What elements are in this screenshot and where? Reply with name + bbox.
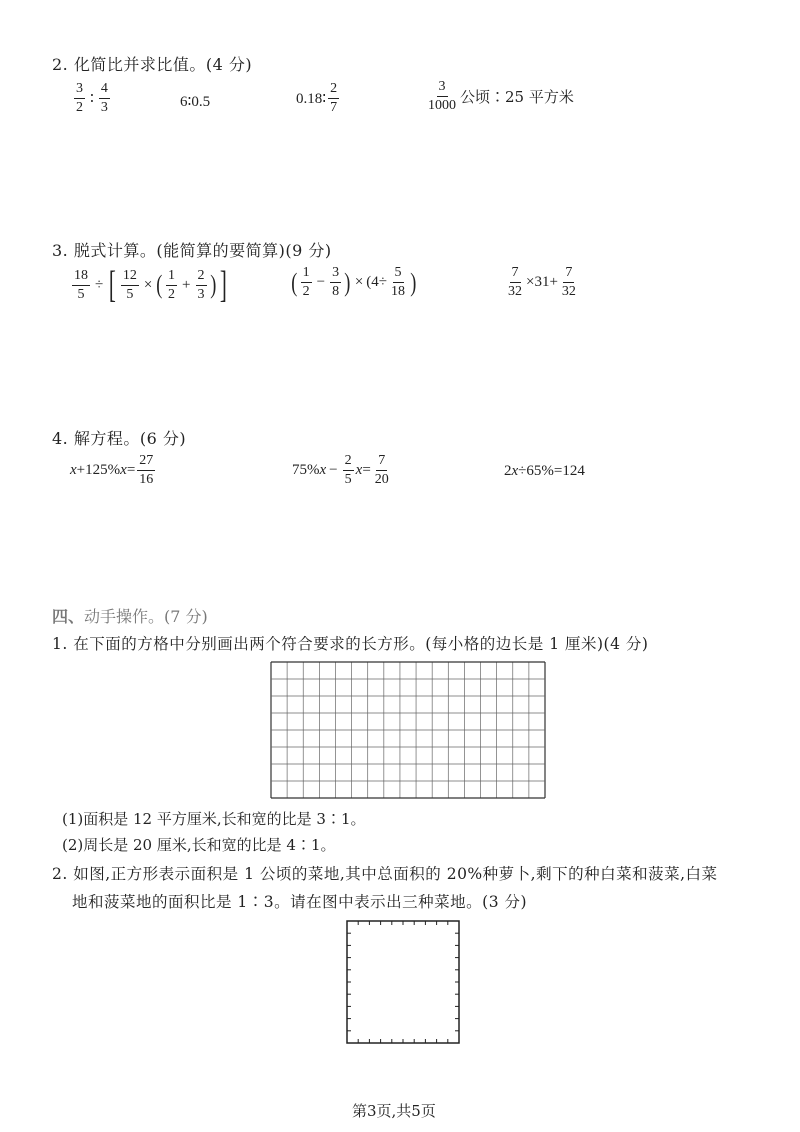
q2-expression-3: 0.18∶ $\frac{2}{7}$: [296, 81, 338, 115]
fraction: $\frac{3}{1000}$: [428, 79, 456, 113]
s4-q2-line-2: 地和菠菜地的面积比是 1∶3。请在图中表示出三种菜地。(3 分): [72, 893, 528, 911]
q4-equation-2: 75% x − $\frac{2}{5}$ x = $\frac{7}{20}$: [292, 453, 389, 487]
fraction: $\frac{2}{7}$: [330, 81, 338, 115]
fraction: $\frac{1}{2}$: [302, 265, 310, 299]
square-grid[interactable]: [270, 660, 546, 800]
fraction: $\frac{7}{32}$: [561, 265, 576, 299]
square-outline: [347, 921, 459, 1043]
q2-title: 2. 化简比并求比值。(4 分): [52, 55, 253, 74]
q4-equation-1: x +125% x = $\frac{27}{16}$: [70, 453, 154, 487]
fraction: $\frac{7}{32}$: [508, 265, 522, 299]
q4-equation-3: 2 x ÷65%=124: [504, 463, 585, 479]
fraction: $\frac{2}{5}$: [344, 453, 352, 487]
s4-q1-item-1: (1)面积是 12 平方厘米,长和宽的比是 3∶1。: [62, 810, 366, 828]
vegetable-plot-square[interactable]: [342, 916, 464, 1048]
fraction: $\frac{5}{18}$: [391, 265, 406, 299]
s4-q2-line-1: 2. 如图,正方形表示面积是 1 公顷的菜地,其中总面积的 20%种萝卜,剩下的种白菜和菠菜,白菜: [52, 865, 718, 883]
fraction: $\frac{3}{8}$: [332, 265, 340, 299]
s4-q1-item-2: (2)周长是 20 厘米,长和宽的比是 4∶1。: [62, 836, 336, 854]
q3-title: 3. 脱式计算。(能简算的要简算)(9 分): [52, 241, 332, 260]
fraction: $\frac{1}{2}$: [168, 267, 176, 302]
fraction: $\frac{27}{16}$: [139, 453, 154, 487]
q2-expression-4: $\frac{3}{1000}$ 公顷∶25 平方米: [428, 79, 574, 113]
fraction: $\frac{3}{2}$: [76, 81, 83, 115]
q3-expression-2: ( $\frac{1}{2}$ − $\frac{3}{8}$ ) × (4÷ $\frac{5}{18}$ ): [291, 265, 417, 299]
page-footer: 第3页,共5页: [352, 1102, 436, 1120]
s4-q1-title: 1. 在下面的方格中分别画出两个符合要求的长方形。(每小格的边长是 1 厘米)(4 分): [52, 635, 649, 653]
fraction: $\frac{18}{5}$: [74, 267, 88, 302]
fraction: $\frac{4}{3}$: [100, 81, 108, 115]
section-heading: 四、动手操作。(7 分): [52, 607, 208, 626]
q2-expression-2: 6∶0.5: [180, 94, 211, 110]
fraction: $\frac{2}{3}$: [197, 267, 205, 302]
q3-expression-3: $\frac{7}{32}$ ×31+ $\frac{7}{32}$: [508, 265, 576, 299]
q4-title: 4. 解方程。(6 分): [52, 429, 187, 448]
q3-expression-1: $\frac{18}{5}$ ÷ [ $\frac{12}{5}$ × ( $\frac{1}{2}$ + $\frac{2}{3}$ ) ]: [74, 264, 227, 306]
q2-expression-1: $\frac{3}{2}$ ∶ $\frac{4}{3}$: [76, 81, 108, 115]
fraction: $\frac{7}{20}$: [374, 453, 389, 487]
fraction: $\frac{12}{5}$: [122, 267, 137, 302]
